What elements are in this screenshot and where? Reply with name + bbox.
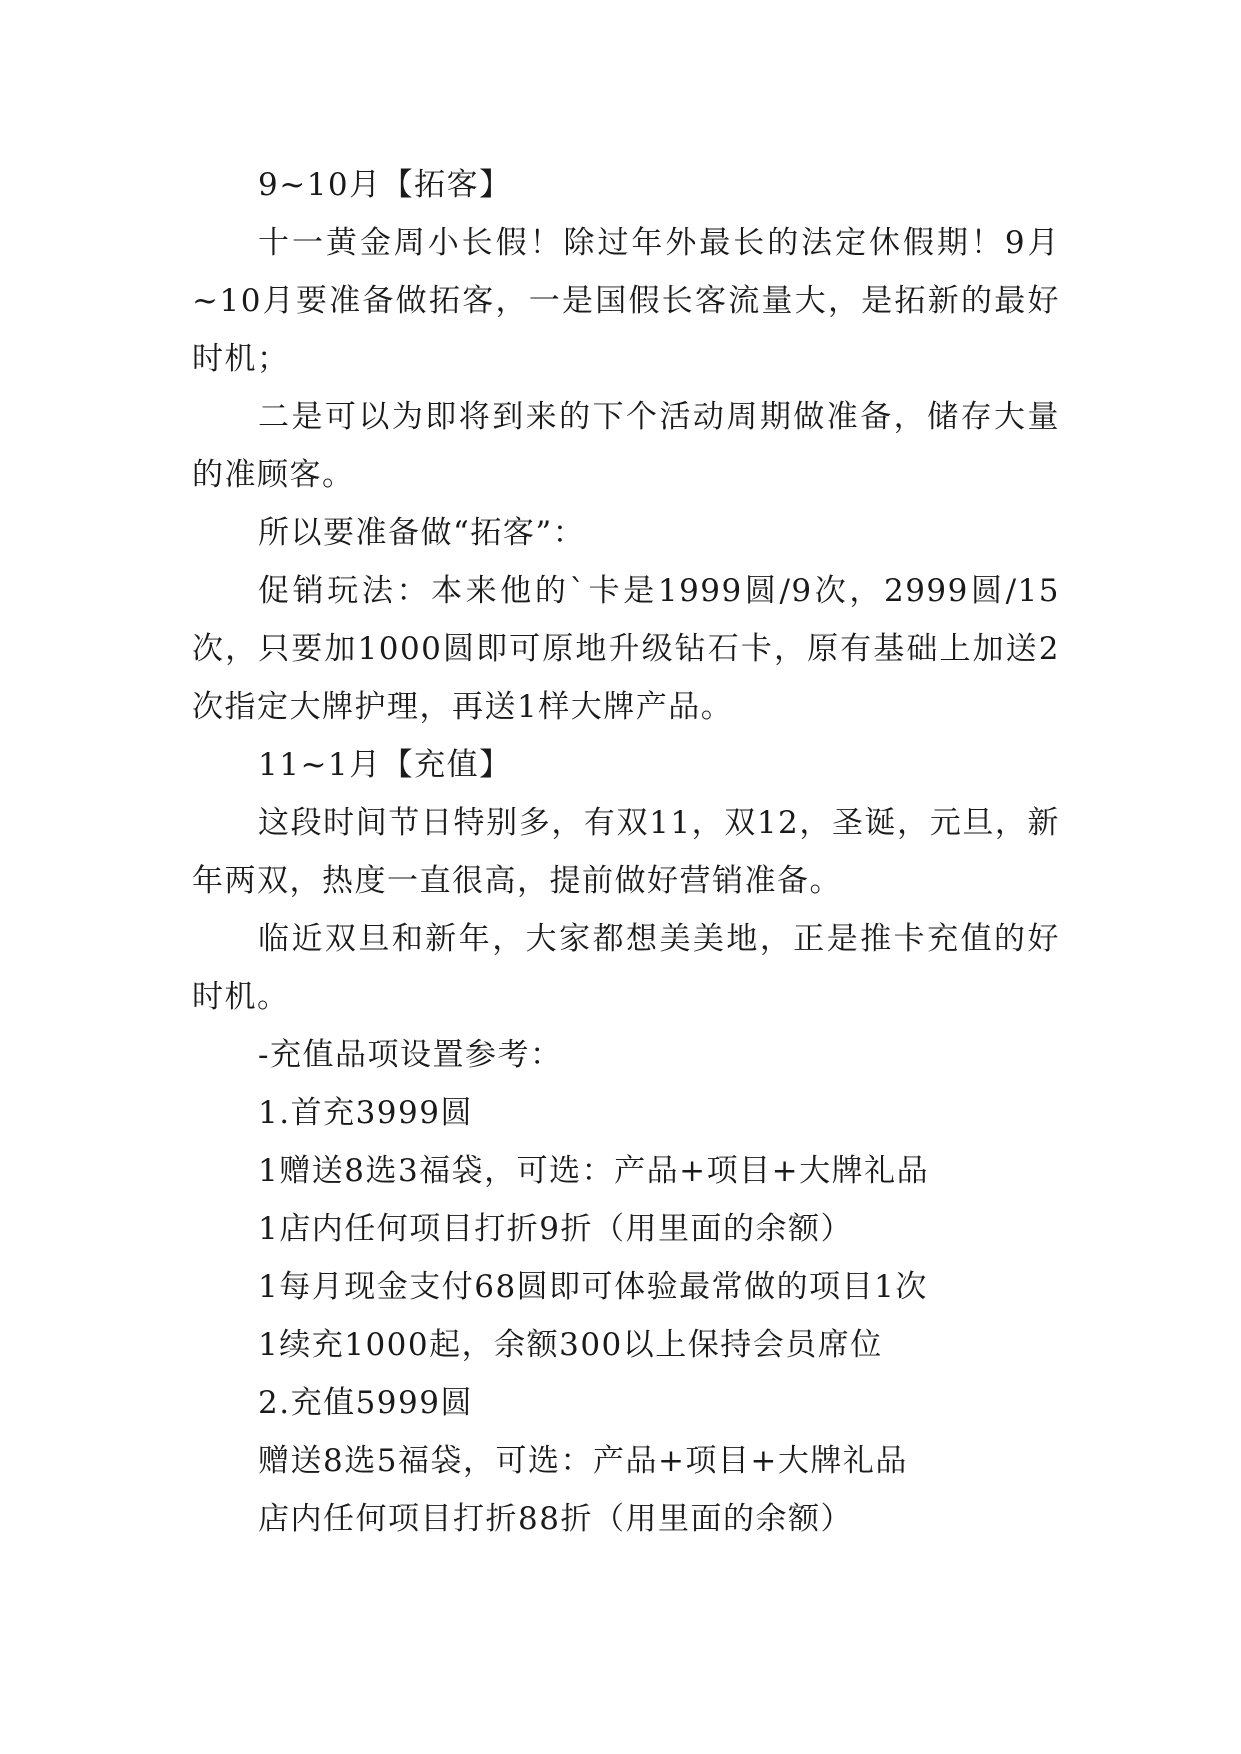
paragraph-promotion-play: 促销玩法：本来他的`卡是1999圆/9次，2999圆/15次，只要加1000圆即可原地升级钻石卡，原有基础上加送2次指定大牌护理，再送1样大牌产品。 [192,573,1060,725]
paragraph-recharge-items-ref: -充值品项设置参考： [258,1037,563,1073]
list-item-discount-9: 1店内任何项目打折9折（用里面的余额） [258,1211,853,1247]
list-item-lucky-bag-3: 1赠送8选3福袋，可选：产品+项目+大牌礼品 [258,1153,930,1189]
list-item-recharge-5999: 2.充值5999圆 [258,1385,473,1421]
section-heading-nov-jan: 11~1月【充值】 [258,747,512,783]
list-item-lucky-bag-5: 赠送8选5福袋，可选：产品+项目+大牌礼品 [258,1443,908,1479]
list-item-first-recharge: 1.首充3999圆 [258,1095,473,1131]
paragraph-prepare-next-cycle: 二是可以为即将到来的下个活动周期做准备，储存大量的准顾客。 [192,399,1060,493]
document-body [192,156,1060,1548]
paragraph-recharge-timing: 临近双旦和新年，大家都想美美地，正是推卡充值的好时机。 [192,921,1060,1015]
list-item-discount-88: 店内任何项目打折88折（用里面的余额） [258,1501,853,1537]
paragraph-holidays: 这段时间节日特别多，有双11，双12，圣诞，元旦，新年两双，热度一直很高，提前做好营销准备。 [192,805,1060,899]
list-item-renew-1000: 1续充1000起，余额300以上保持会员席位 [258,1327,883,1363]
paragraph-golden-week: 十一黄金周小长假！除过年外最长的法定休假期！9月~10月要准备做拓客，一是国假长客流量大，是拓新的最好时机； [192,225,1060,377]
section-heading-sep-oct: 9~10月【拓客】 [258,167,512,203]
list-item-monthly-68: 1每月现金支付68圆即可体验最常做的项目1次 [258,1269,928,1305]
paragraph-so-prepare: 所以要准备做“拓客”： [258,515,586,551]
